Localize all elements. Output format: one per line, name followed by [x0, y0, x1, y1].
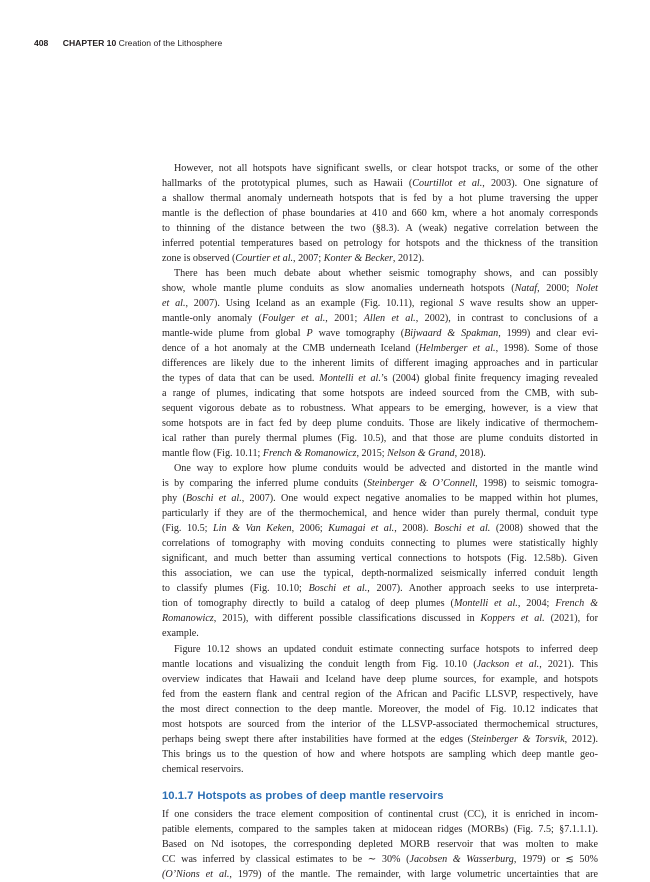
text-run: Based on Nd isotopes, the corresponding depleted MORB reservoir that was molten to make	[162, 838, 598, 850]
text-run: wave results show an upper-	[464, 298, 599, 310]
text-line	[162, 867, 598, 882]
chapter-label: CHAPTER 10	[62, 38, 117, 48]
text-run: , 2012).	[392, 253, 425, 265]
text-run: example.	[162, 628, 199, 640]
text-run: , 2001;	[325, 313, 364, 325]
text-line	[162, 581, 598, 596]
text-run: mantle-only anomaly (	[162, 313, 263, 325]
citation-text: Konter & Becker	[323, 253, 393, 265]
text-line	[162, 626, 598, 641]
citation-text: Jacobsen & Wasserburg	[409, 853, 514, 865]
citation-text: Boschi et al.	[308, 583, 368, 595]
text-line	[162, 206, 598, 221]
text-run: mantle flow (Fig. 10.11;	[162, 448, 263, 460]
text-run: ’s (2004) global finite frequency imaging revealed	[380, 373, 598, 385]
text-run: mantle-wide plume from global	[162, 328, 307, 340]
text-line	[162, 446, 598, 461]
text-run: hallmarks of the prototypical plumes, such as Hawaii (	[162, 178, 413, 190]
text-line	[162, 822, 598, 837]
text-run: , 2007). Another approach seeks to use interpreta-	[367, 583, 598, 595]
text-line	[162, 747, 598, 762]
text-run: There has been much debate about whether seismic tomography shows, and can possibly	[174, 268, 598, 280]
text-run: fed from the eastern flank and central region of the African and Pacific LLSVP, respectively, have	[162, 688, 598, 700]
text-line	[162, 551, 598, 566]
citation-text: Nolet	[576, 283, 598, 295]
text-run: the most direct connection to the deep mantle. Moreover, the model of Fig. 10.12 indicates that	[162, 703, 598, 715]
citation-text: Bijwaard & Spakman	[404, 328, 499, 340]
text-run: a range of plumes, indicating that some hotspots are indeed sourced from the CMB, with sub-	[162, 388, 598, 400]
text-run: , 2003). One signature of	[482, 178, 598, 190]
citation-text: et al.	[162, 298, 186, 310]
text-line	[162, 476, 598, 491]
text-run: sequent vigorous debate as to robustness. What appears to be emerging, however, is a view that	[162, 403, 598, 415]
text-run: overview indicates that Hawaii and Iceland have deep plume sources, for example, and hotspots	[162, 673, 598, 685]
text-run: show, whole mantle plume conduits as slow anomalies underneath hotspots (	[162, 283, 515, 295]
text-line	[162, 807, 598, 822]
paragraph	[162, 461, 598, 641]
paragraph	[162, 161, 598, 266]
text-run: some hotspots are in fact fed by deep plume conduits. Those are likely indicative of thermochem-	[162, 418, 598, 430]
text-line	[162, 852, 598, 867]
text-run: , 1979) or ≲ 50%	[513, 853, 598, 865]
citation-text: French & Romanowicz	[262, 448, 357, 460]
citation-text: Helmberger et al.	[418, 343, 496, 355]
text-line	[162, 221, 598, 236]
section-title: Hotspots as probes of deep mantle reservoirs	[197, 789, 444, 802]
text-line	[162, 596, 598, 611]
text-run: However, not all hotspots have significant swells, or clear hotspot tracks, or some of the other	[174, 163, 598, 174]
text-line	[162, 416, 598, 431]
paragraph	[162, 807, 598, 882]
section-heading	[162, 787, 598, 805]
text-run: phy (	[162, 493, 186, 505]
text-run: , 2002), in contrast to conclusions of a	[415, 313, 598, 325]
text-run: One way to explore how plume conduits would be advected and distorted in the mantle wind	[174, 463, 598, 475]
text-run: mantle locations and visualizing the conduit length from Fig. 10.10 (	[162, 658, 477, 670]
text-line	[162, 732, 598, 747]
text-line	[162, 401, 598, 416]
text-run: , 2015;	[356, 448, 388, 460]
citation-text: Nelson & Grand	[387, 448, 455, 460]
text-run: wave tomography (	[312, 328, 405, 340]
text-line	[162, 687, 598, 702]
text-line	[162, 506, 598, 521]
citation-text: Montelli et al.	[319, 373, 381, 385]
citation-text: Koppers et al.	[480, 613, 545, 625]
text-run: , 2004;	[517, 598, 556, 610]
citation-text: Courtillot et al.	[412, 178, 483, 190]
citation-text: Steinberger & O’Connell	[366, 478, 476, 490]
citation-text: Steinberger & Torsvik	[471, 733, 565, 745]
citation-text: Nataf	[514, 283, 538, 295]
text-run: this association, we can use the typical, depth-normalized seismically inferred conduit length	[162, 568, 598, 580]
text-line	[162, 281, 598, 296]
text-run: , 1999) and clear evi-	[498, 328, 598, 340]
body-text	[162, 161, 598, 882]
text-line	[162, 491, 598, 506]
chapter-title: Creation of the Lithosphere	[118, 38, 223, 48]
citation-text: (O’Nions et al.	[162, 868, 230, 880]
text-line	[162, 371, 598, 386]
text-run: (Fig. 10.5;	[162, 523, 214, 535]
text-run: perhaps being swept there after instabilities have formed at the edges (	[162, 733, 472, 745]
text-run: , 2018).	[454, 448, 486, 460]
text-run: to classify plumes (Fig. 10.10;	[162, 583, 309, 595]
text-run: , 1998). Some of those	[495, 343, 598, 355]
text-run: , 2012).	[564, 733, 598, 745]
citation-text: P	[306, 328, 313, 340]
text-line	[162, 341, 598, 356]
citation-text: Boschi et al.	[185, 493, 242, 505]
text-line	[162, 657, 598, 672]
text-run: patible elements, compared to the samples taken at midocean ridges (MORBs) (Fig. 7.5; §7.1.1.1).	[162, 823, 598, 835]
text-line	[162, 461, 598, 476]
text-line	[162, 176, 598, 191]
text-line	[162, 642, 598, 657]
text-line	[162, 536, 598, 551]
text-run: , 2007). Using Iceland as an example (Fig. 10.11), regional	[185, 298, 460, 310]
text-run: differences are likely due to the inherent limits of different imaging approaches and in particular	[162, 358, 598, 370]
text-run: mantle is the deflection of phase boundaries at 410 and 660 km, where a hot anomaly corresponds	[162, 208, 598, 220]
citation-text: Boschi et al.	[433, 523, 491, 535]
text-line	[162, 717, 598, 732]
text-line	[162, 762, 598, 777]
section-number: 10.1.7	[162, 789, 194, 802]
text-run: , 2006;	[291, 523, 329, 535]
text-run: , 2007;	[293, 253, 324, 265]
text-run: , 1998) to seismic tomogra-	[475, 478, 599, 490]
text-line	[162, 311, 598, 326]
paragraph	[162, 642, 598, 777]
text-run: zone is observed (	[162, 253, 236, 265]
text-run: This brings us to the question of how and where hotspots are sampling which deep mantle geo-	[162, 748, 598, 760]
text-line	[162, 386, 598, 401]
text-line	[162, 236, 598, 251]
text-run: ical rather than purely thermal plumes (Fig. 10.5), and that those are plume conduits distorted in	[162, 433, 598, 445]
text-run: dence of a hot anomaly at the CMB underneath Iceland (	[162, 343, 419, 355]
text-line	[162, 521, 598, 536]
text-run: most hotspots are sourced from the interior of the LLSVP-associated thermochemical structures,	[162, 718, 598, 730]
text-run: , 2007). One would expect negative anomalies to be mapped within hot plumes,	[241, 493, 598, 505]
text-line	[162, 251, 598, 266]
text-line	[162, 702, 598, 717]
citation-text: Jackson et al.	[476, 658, 540, 670]
text-run: significant, and much better than assuming vertical connections to hotspots (Fig. 12.58b). Given	[162, 553, 598, 565]
text-line	[162, 611, 598, 626]
text-run: (2021), for	[544, 613, 598, 625]
running-header	[34, 38, 222, 48]
citation-text: French &	[555, 598, 598, 610]
text-run: If one considers the trace element composition of continental crust (CC), it is enriched in incom-	[162, 808, 598, 820]
text-run: , 1979) of the mantle. The remainder, with large volumetric uncertainties that are	[229, 868, 598, 880]
text-line	[162, 837, 598, 852]
text-run: chemical reservoirs.	[162, 763, 244, 775]
text-line	[162, 296, 598, 311]
text-line	[162, 161, 598, 176]
citation-text: Lin & Van Keken	[213, 523, 292, 535]
text-run: , 2021). This	[539, 658, 598, 670]
section-spacer	[162, 777, 598, 787]
citation-text: S	[459, 298, 465, 310]
text-run: , 2008).	[394, 523, 434, 535]
text-line	[162, 431, 598, 446]
text-run: a shallow thermal anomaly underneath hotspots that is fed by a hot plume traversing the upper	[162, 193, 598, 205]
citation-text: Allen et al.	[363, 313, 416, 325]
text-line	[162, 326, 598, 341]
citation-text: Foulger et al.	[262, 313, 326, 325]
text-run: , 2000;	[537, 283, 577, 295]
page-number: 408	[34, 38, 49, 48]
text-run: particularly if they are of the thermochemical, and hence wider than purely thermal, conduit type	[162, 508, 598, 520]
citation-text: Romanowicz	[162, 613, 214, 625]
text-run: tion of tomography directly to build a catalog of deep plumes (	[162, 598, 454, 610]
text-run: (2008) showed that the	[490, 523, 599, 535]
text-run: is by comparing the inferred plume conduits (	[162, 478, 367, 490]
text-run: to thinning of the distance between the two (§8.3). A (weak) negative correlation between the	[162, 223, 598, 235]
text-run: , 2015), with different possible classifications discussed in	[213, 613, 481, 625]
text-line	[162, 356, 598, 371]
text-run: Figure 10.12 shows an updated conduit estimate connecting surface hotspots to inferred deep	[174, 643, 598, 655]
citation-text: Montelli et al.	[453, 598, 518, 610]
text-run: inferred potential temperatures based on petrology for hotspots and the thickness of the transition	[162, 238, 598, 250]
citation-text: Kumagai et al.	[328, 523, 395, 535]
text-run: correlations of tomography with moving conduits connecting to plumes were statistically highly	[162, 538, 598, 550]
text-line	[162, 266, 598, 281]
citation-text: Courtier et al.	[235, 253, 294, 265]
paragraph	[162, 266, 598, 461]
text-line	[162, 191, 598, 206]
text-run: CC was inferred by classical estimates to be ∼ 30% (	[162, 853, 410, 865]
text-line	[162, 566, 598, 581]
text-run: the types of data that can be used.	[162, 373, 320, 385]
text-line	[162, 672, 598, 687]
